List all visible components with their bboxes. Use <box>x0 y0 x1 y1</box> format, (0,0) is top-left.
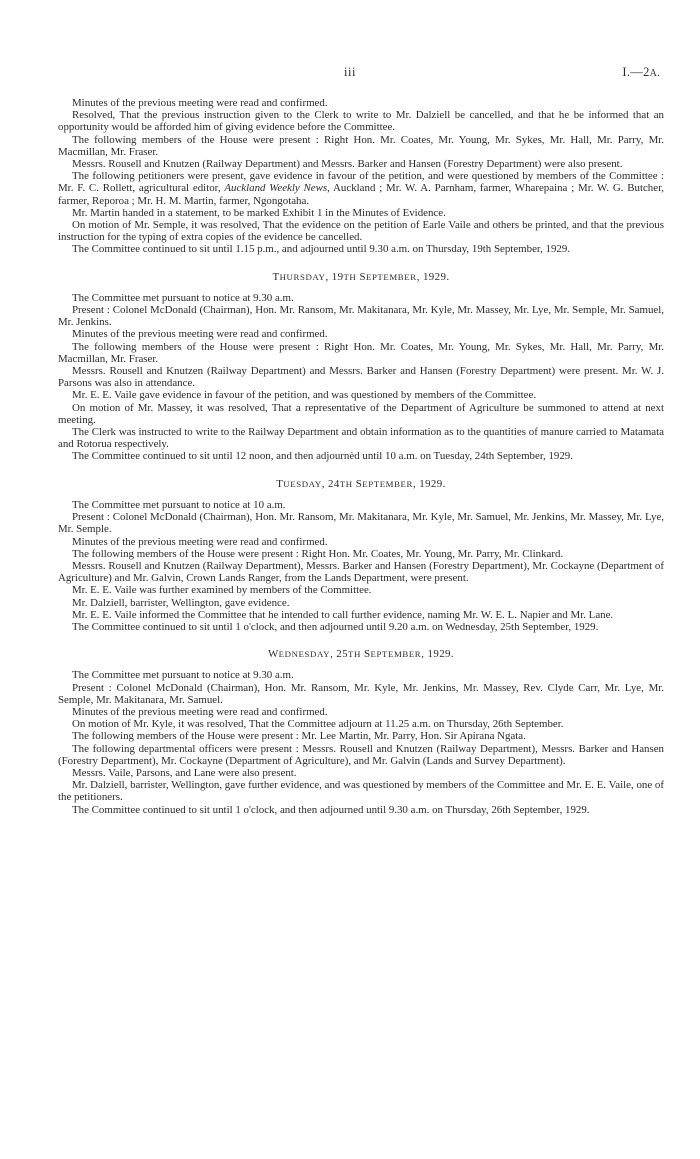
minutes-paragraph <box>58 365 664 389</box>
minutes-paragraph <box>58 682 664 706</box>
heading-part: TH <box>343 271 357 282</box>
paragraph-text: Present : Colonel McDonald (Chairman), Hon. Mr. Ransom, Mr. Kyle, Mr. Jenkins, Mr. Massey, Rev. Clyde Carr, Mr. Lye, Mr. Semple, Mr. Makitanara, Mr. Samuel. <box>58 681 664 706</box>
minutes-section <box>58 648 664 816</box>
paragraph-text: Mr. E. E. Vaile informed the Committee that he intended to call further evidence, naming Mr. W. E. L. Napier and Mr. Lane. <box>72 608 614 621</box>
heading-part: W <box>267 648 279 661</box>
minutes-paragraph <box>58 170 664 207</box>
paragraph-text: The Committee continued to sit until 1.15 p.m., and adjourned until 9.30 a.m. on Thursday, 19th September, 1929. <box>72 243 571 256</box>
minutes-paragraph <box>58 97 664 109</box>
minutes-section <box>58 478 664 633</box>
paragraph-text: Mr. E. E. Vaile gave evidence in favour of the petition, and was questioned by members of the Committee. <box>72 389 537 402</box>
paragraph-text: The Committee continued to sit until 1 o'clock, and then adjourned until 9.20 a.m. on Wednesday, 25th September, 1929. <box>72 620 599 633</box>
paragraph-text: On motion of Mr. Kyle, it was resolved, That the Committee adjourn at 11.25 a.m. on Thursday, 26th September. <box>72 718 564 731</box>
paragraph-text: The following members of the House were present : Mr. Lee Martin, Mr. Parry, Hon. Sir Apirana Ngata. <box>72 730 526 743</box>
heading-part: EPTEMBER <box>370 649 422 660</box>
paragraph-text: Mr. Martin handed in a statement, to be marked Exhibit 1 in the Minutes of Evidence. <box>72 206 446 219</box>
minutes-paragraph <box>58 779 664 803</box>
heading-part: EPTEMBER <box>365 271 417 282</box>
heading-part: S <box>352 477 363 490</box>
minutes-paragraph <box>58 706 664 718</box>
paper-reference-main: I.—2 <box>622 65 650 79</box>
section-heading <box>58 271 664 283</box>
paragraph-text: The Committee continued to sit until 1 o'clock, and then adjourned until 9.30 a.m. on Thursday, 26th September, 1929. <box>72 803 590 816</box>
paragraph-text: The following departmental officers were present : Messrs. Rousell and Knutzen (Railway Department), Messrs. Barker and Hansen (Forestry Department), Mr. Cockayne (Department of Agriculture), and Mr. Galvin (Lands and Survey Department). <box>58 742 664 767</box>
paragraph-text: The following members of the House were present : Right Hon. Mr. Coates, Mr. Young, Mr. Sykes, Mr. Hall, Mr. Parry, Mr. Macmillan, Mr. Fraser. <box>58 340 664 365</box>
paragraph-text: , Auckland ; Mr. W. A. Parnham, farmer, Wharepaina ; Mr. W. G. Butcher, farmer, Reporoa ; Mr. H. M. Martin, farmer, Ngongotaha. <box>58 182 664 207</box>
minutes-paragraph <box>58 243 664 255</box>
minutes-paragraph <box>58 621 664 633</box>
minutes-paragraph <box>58 304 664 328</box>
minutes-paragraph <box>58 584 664 596</box>
paragraph-text: Messrs. Vaile, Parsons, and Lane were also present. <box>72 766 297 779</box>
minutes-paragraph <box>58 597 664 609</box>
paragraph-text: Minutes of the previous meeting were read and confirmed. <box>72 97 328 109</box>
heading-part: T <box>272 270 280 283</box>
minutes-paragraph <box>58 292 664 304</box>
minutes-paragraph <box>58 219 664 243</box>
minutes-paragraph <box>58 548 664 560</box>
paragraph-text: Messrs. Rousell and Knutzen (Railway Department), Messrs. Barker and Hansen (Forestry Department), Mr. Cockayne (Department of Agriculture) and Mr. Galvin, Crown Lands Ranger, from the Lands Department, were present. <box>58 559 664 585</box>
minutes-paragraph <box>58 134 664 158</box>
minutes-paragraph <box>58 718 664 730</box>
minutes-paragraph <box>58 536 664 548</box>
minutes-paragraph <box>58 560 664 584</box>
paragraph-text: The Committee met pursuant to notice at 9.30 a.m. <box>72 291 294 304</box>
minutes-paragraph <box>58 609 664 621</box>
heading-part: , 1929. <box>421 648 455 661</box>
heading-part: S <box>360 648 371 661</box>
minutes-paragraph <box>58 669 664 681</box>
minutes-paragraph <box>58 426 664 450</box>
paragraph-text: Resolved, That the previous instruction given to the Clerk to write to Mr. Dalziell be cancelled, and that he be informed that an opportunity would be afforded him of giving evidence before the Committee. <box>58 109 664 134</box>
paragraph-text: The following members of the House were present : Right Hon. Mr. Coates, Mr. Young, Mr. Sykes, Mr. Hall, Mr. Parry, Mr. Macmillan, Mr. Fraser. <box>58 133 664 158</box>
paper-reference-suffix: A. <box>649 68 660 79</box>
heading-part: , 24 <box>321 477 340 490</box>
minutes-paragraph <box>58 450 664 462</box>
heading-part: HURSDAY <box>279 271 326 282</box>
paragraph-text: On motion of Mr. Semple, it was resolved, That the evidence on the petition of Earle Vaile and others be printed, and that the previous instruction for the typing of extra copies of the evidence be cancelled. <box>58 219 664 244</box>
paragraph-text: Present : Colonel McDonald (Chairman), Hon. Mr. Ransom, Mr. Makitanara, Mr. Kyle, Mr. Massey, Mr. Lye, Mr. Semple, Mr. Samuel, Mr. Jenkins. <box>58 304 664 329</box>
heading-part: TH <box>348 649 361 660</box>
publication-title: Auckland Weekly News <box>224 182 328 195</box>
paragraph-text: Minutes of the previous meeting were read and confirmed. <box>72 535 328 548</box>
minutes-paragraph <box>58 767 664 779</box>
minutes-section <box>58 271 664 463</box>
heading-part: TH <box>339 478 353 489</box>
section-heading <box>58 478 664 490</box>
heading-part: , 19 <box>325 270 344 283</box>
minutes-paragraph <box>58 341 664 365</box>
paragraph-text: The following members of the House were present : Right Hon. Mr. Coates, Mr. Young, Mr. Parry, Mr. Clinkard. <box>72 547 564 560</box>
heading-part: , 25 <box>330 648 348 661</box>
heading-part: S <box>356 270 366 283</box>
heading-part: , 1929. <box>416 270 450 283</box>
minutes-section <box>58 97 664 256</box>
paragraph-text: The Clerk was instructed to write to the Railway Department and obtain information as to the quantities of manure carried to Matamata and Rotorua respectively. <box>58 426 664 451</box>
document-body <box>58 97 664 816</box>
paragraph-text: The Committee met pursuant to notice at 10 a.m. <box>72 498 286 511</box>
paragraph-text: The Committee continued to sit until 12 noon, and then adjournèd until 10 a.m. on Tuesday, 24th September, 1929. <box>72 450 573 463</box>
minutes-paragraph <box>58 511 664 535</box>
paragraph-text: Minutes of the previous meeting were read and confirmed. <box>72 705 328 718</box>
paper-reference <box>622 66 660 80</box>
paragraph-text: Mr. Dalziell, barrister, Wellington, gave evidence. <box>72 596 290 609</box>
minutes-paragraph <box>58 730 664 742</box>
paragraph-text: The Committee met pursuant to notice at 9.30 a.m. <box>72 669 294 682</box>
paragraph-text: Present : Colonel McDonald (Chairman), Hon. Mr. Ransom, Mr. Makitanara, Mr. Kyle, Mr. Samuel, Mr. Jenkins, Mr. Massey, Mr. Lye, Mr. Semple. <box>58 511 664 536</box>
minutes-paragraph <box>58 158 664 170</box>
minutes-paragraph <box>58 743 664 767</box>
paragraph-text: The following petitioners were present, gave evidence in favour of the petition, and were questioned by members of the Committee : Mr. F. C. Rollett, agricultural editor, <box>58 170 664 195</box>
minutes-paragraph <box>58 389 664 401</box>
paragraph-text: Mr. E. E. Vaile was further examined by members of the Committee. <box>72 584 372 597</box>
minutes-paragraph <box>58 328 664 340</box>
minutes-paragraph <box>58 804 664 816</box>
section-heading <box>58 648 664 660</box>
page-number: iii <box>344 65 356 79</box>
minutes-paragraph <box>58 499 664 511</box>
heading-part: , 1929. <box>413 477 446 490</box>
heading-part: T <box>276 477 284 490</box>
minutes-paragraph <box>58 109 664 133</box>
paragraph-text: Messrs. Rousell and Knutzen (Railway Department) and Messrs. Barker and Hansen (Forestry Department) were also present. <box>72 158 623 171</box>
heading-part: EPTEMBER <box>362 478 413 489</box>
paragraph-text: Mr. Dalziell, barrister, Wellington, gave further evidence, and was questioned by members of the Committee and Mr. E. E. Vaile, one of the petitioners. <box>58 779 664 804</box>
paragraph-text: Messrs. Rousell and Knutzen (Railway Department) and Messrs. Barker and Hansen (Forestry Department) were present. Mr. W. J. Parsons was also in attendance. <box>58 365 664 390</box>
minutes-paragraph <box>58 402 664 426</box>
paragraph-text: Minutes of the previous meeting were read and confirmed. <box>72 328 328 341</box>
paragraph-text: On motion of Mr. Massey, it was resolved, That a representative of the Department of Agriculture be summoned to attend at next meeting. <box>58 401 664 426</box>
heading-part: EDNESDAY <box>278 649 331 660</box>
heading-part: UESDAY <box>283 478 322 489</box>
minutes-paragraph <box>58 207 664 219</box>
